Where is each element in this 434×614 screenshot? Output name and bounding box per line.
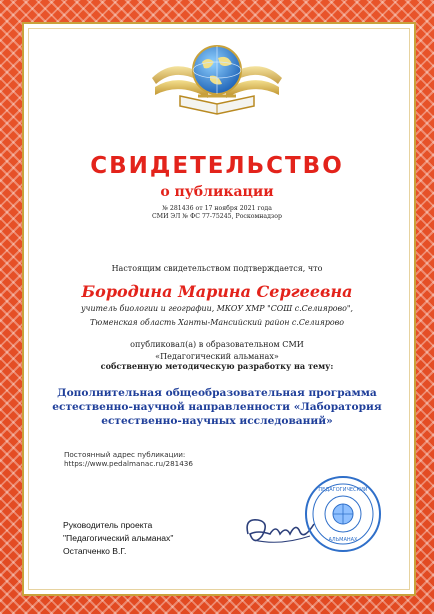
registry-number: СМИ ЭЛ № ФС 77-75245, Роскомнадзор <box>152 213 282 220</box>
journal-name: «Педагогический альманах» <box>155 351 279 361</box>
certificate-subtitle: о публикации <box>160 184 274 200</box>
footer-person: Остапченко В.Г. <box>63 546 127 556</box>
footer-project: "Педагогический альманах" <box>63 533 174 543</box>
url-label: Постоянный адрес публикации: <box>64 450 186 459</box>
topic-line: естественно-научной направленности «Лаборатория <box>52 401 382 413</box>
recipient-location: Тюменская область Ханты-Мансийский район с.Селиярово <box>89 318 345 327</box>
seal-stamp-icon <box>304 475 382 553</box>
svg-text:АЛЬМАНАХ: АЛЬМАНАХ <box>328 537 358 543</box>
published-line: опубликовал(а) в образовательном СМИ <box>130 339 304 349</box>
footer-role: Руководитель проекта <box>63 520 153 530</box>
topic-line: Дополнительная общеобразовательная программа <box>57 387 377 399</box>
certificate-title: СВИДЕТЕЛЬСТВО <box>90 153 344 179</box>
recipient-position: учитель биологии и географии, МКОУ ХМР "СОШ с.Селиярово", <box>80 304 353 313</box>
certificate-number: № 281436 от 17 ноября 2021 года <box>162 205 272 212</box>
confirm-text: Настоящим свидетельством подтверждается, что <box>111 264 323 273</box>
recipient-name: Бородина Марина Сергеевна <box>81 282 353 301</box>
globe-book-emblem-icon <box>150 32 284 124</box>
work-type: собственную методическую разработку на тему: <box>100 361 334 371</box>
topic-line: естественно-научных исследований» <box>101 415 333 427</box>
publication-topic <box>40 386 394 428</box>
svg-text:ПЕДАГОГИЧЕСКИЙ: ПЕДАГОГИЧЕСКИЙ <box>318 487 368 493</box>
publication-url[interactable]: https://www.pedalmanac.ru/281436 <box>64 459 193 468</box>
